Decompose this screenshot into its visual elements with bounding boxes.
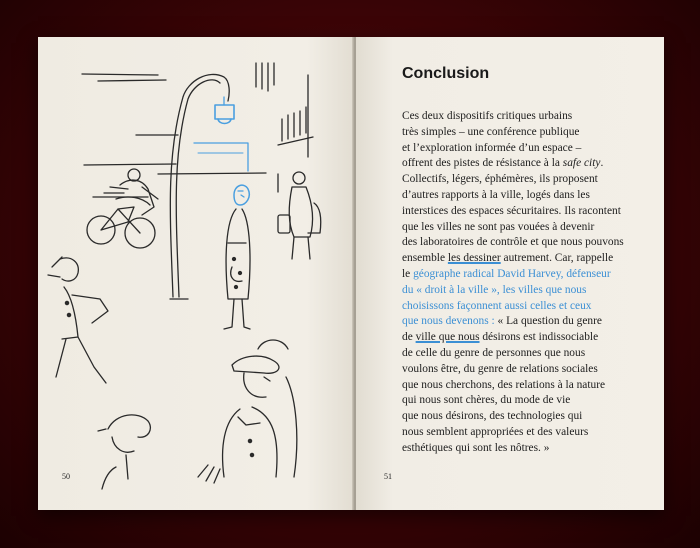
underlined-text: les dessiner xyxy=(447,252,501,265)
text-line xyxy=(402,283,652,299)
highlighted-text: choisissons façonnent aussi celles et ceux xyxy=(402,299,592,312)
text-segment: « La question du genre xyxy=(494,315,602,328)
text-segment: esthétiques qui sont les nôtres. » xyxy=(402,441,550,454)
left-page-number: 50 xyxy=(62,472,70,481)
left-page xyxy=(38,37,354,510)
text-segment: d’autres rapports à la ville, logés dans les xyxy=(402,188,590,201)
text-segment: ensemble xyxy=(402,252,448,265)
text-line xyxy=(402,220,652,236)
body-paragraph xyxy=(402,109,652,457)
italic-text: safe city xyxy=(562,157,601,170)
text-segment: que nous cherchons, des relations à la nature xyxy=(402,378,606,391)
text-line xyxy=(402,378,652,394)
right-page-number: 51 xyxy=(384,472,392,481)
text-segment: que nous désirons, des technologies qui xyxy=(402,410,583,423)
text-line xyxy=(402,409,652,425)
text-segment: le xyxy=(402,267,414,280)
text-line xyxy=(402,299,652,315)
text-segment: des laboratoires de contrôle et que nous pouvons xyxy=(402,236,624,249)
text-segment: qui nous sont chères, du mode de vie xyxy=(402,394,571,407)
open-book xyxy=(38,37,664,510)
right-page xyxy=(356,37,664,510)
text-segment: très simples – une conférence publique xyxy=(402,125,580,138)
text-line xyxy=(402,346,652,362)
text-line xyxy=(402,330,652,346)
text-segment: voulons être, du genre de relations sociales xyxy=(402,362,598,375)
text-line xyxy=(402,125,652,141)
text-line xyxy=(402,109,652,125)
text-segment: de xyxy=(402,331,416,344)
highlighted-text: du « droit à la ville », les villes que nous xyxy=(402,283,587,296)
text-segment: désirons est indissociable xyxy=(479,331,599,344)
chapter-title: Conclusion xyxy=(402,65,490,82)
highlighted-text: géographe radical David Harvey, défenseur xyxy=(413,267,611,280)
highlighted-text: que nous devenons : xyxy=(402,315,495,328)
text-line xyxy=(402,204,652,220)
text-segment: Collectifs, légers, éphémères, ils proposent xyxy=(402,173,598,186)
text-segment: que les villes ne sont pas vouées à devenir xyxy=(402,220,595,233)
street-scene-illustration xyxy=(38,37,354,510)
text-line xyxy=(402,141,652,157)
text-segment: et l’exploration informée d’un espace – xyxy=(402,141,582,154)
text-line xyxy=(402,267,652,283)
text-line xyxy=(402,441,652,457)
text-segment: interstices des espaces sécuritaires. Ils racontent xyxy=(402,204,621,217)
underlined-text: ville que nous xyxy=(415,331,480,344)
text-segment: de celle du genre de personnes que nous xyxy=(402,346,586,359)
text-line xyxy=(402,172,652,188)
text-segment: nous semblent appropriées et des valeurs xyxy=(402,425,589,438)
text-line xyxy=(402,393,652,409)
text-line xyxy=(402,156,652,172)
text-segment: Ces deux dispositifs critiques urbains xyxy=(402,110,573,122)
text-line xyxy=(402,251,652,267)
text-line xyxy=(402,362,652,378)
text-segment: . xyxy=(600,157,604,170)
text-segment: offrent des pistes de résistance à la xyxy=(402,157,563,170)
text-line xyxy=(402,425,652,441)
text-line xyxy=(402,314,652,330)
text-segment: autrement. Car, rappelle xyxy=(500,252,614,265)
text-line xyxy=(402,188,652,204)
text-line xyxy=(402,235,652,251)
